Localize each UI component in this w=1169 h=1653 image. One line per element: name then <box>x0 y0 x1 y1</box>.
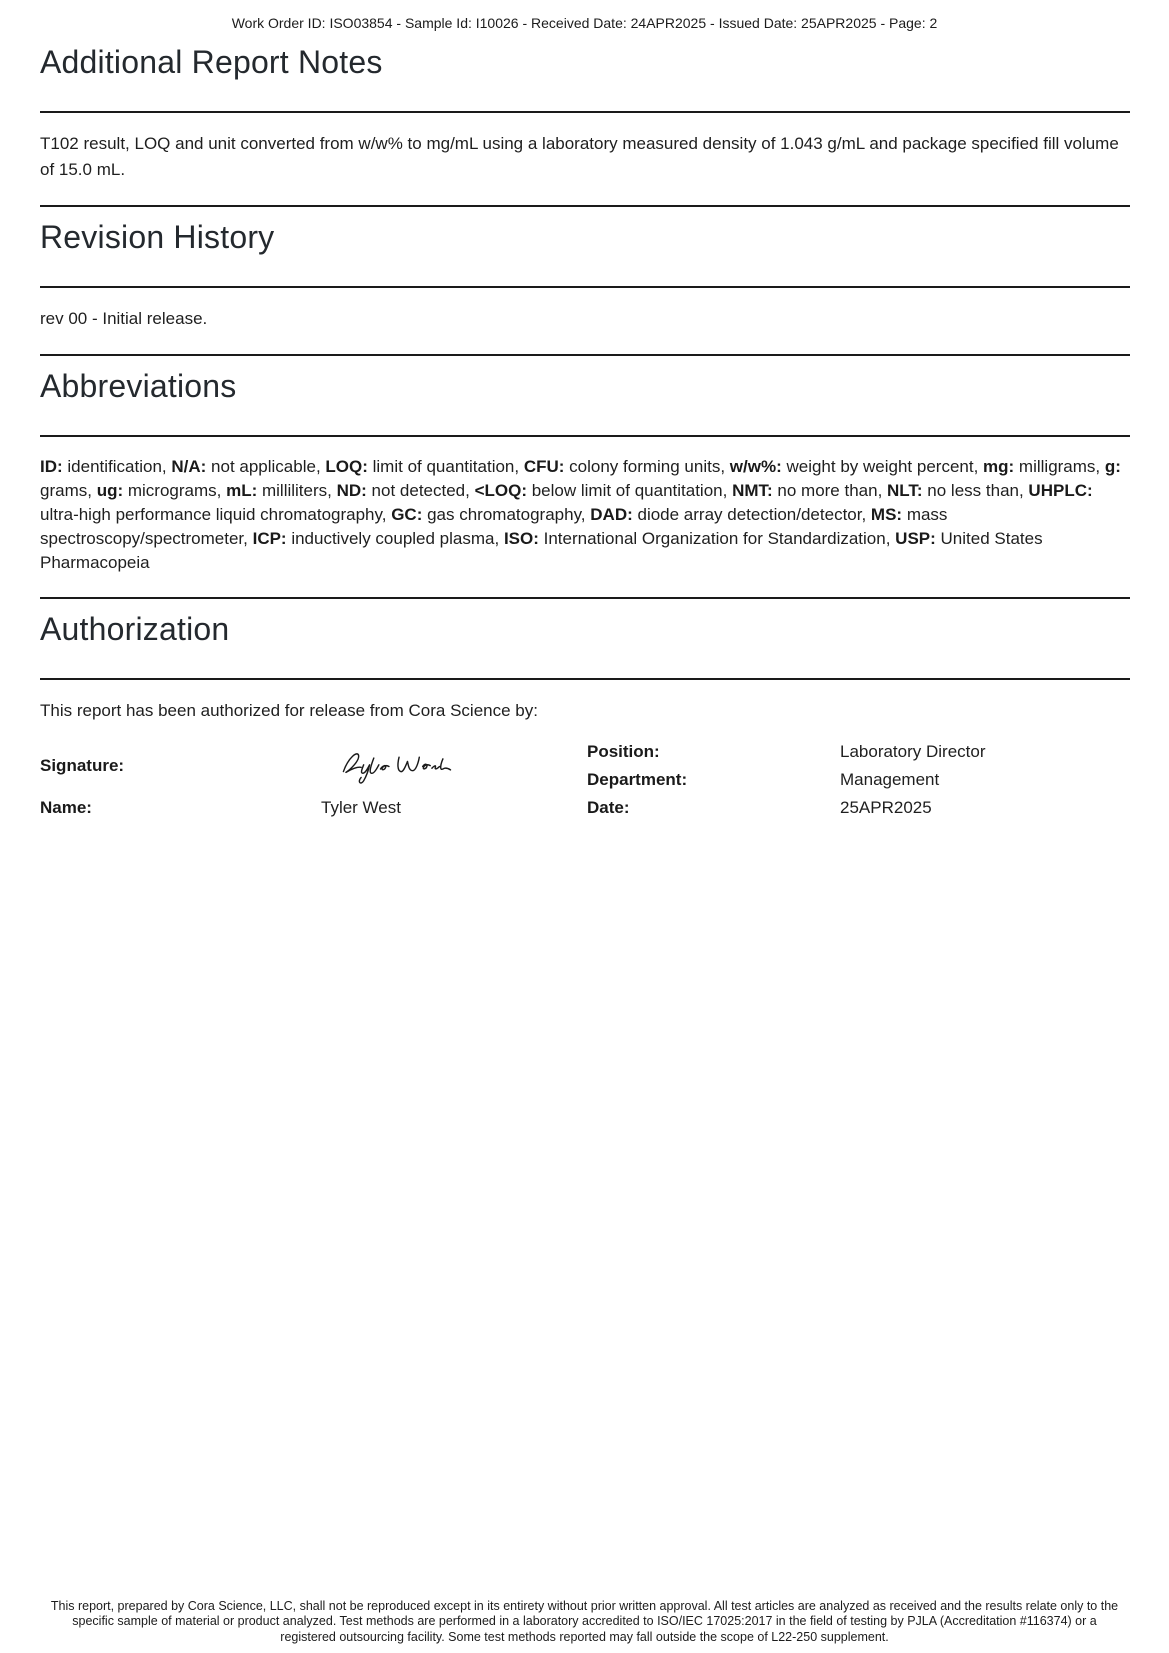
abbreviations-text: ID: identification, N/A: not applicable, LOQ: limit of quantitation, CFU: colony forming units, w/w%: weight by weight percent, mg: milligrams, g: grams, ug: micrograms, mL: milliliters, ND: not detected, <LOQ: below limit of quantitation, NMT: no more than, NLT: no less than, UHPLC: ultra-high performance liquid chromatography, GC: gas chromatography, DAD: diode array detection/detector, MS: mass spectroscopy/spectrometer, ICP: inductively coupled plasma, ISO: International Organization for Standardization, USP: United States Pharmacopeia <box>40 457 1121 572</box>
date-value: 25APR2025 <box>840 798 932 817</box>
authorization-block <box>40 738 1129 822</box>
position-value: Laboratory Director <box>840 742 986 761</box>
section-title-revision-history: Revision History <box>40 219 275 255</box>
signature-value <box>335 747 453 786</box>
name-label: Name: <box>40 798 92 817</box>
position-row <box>587 738 1129 766</box>
authorization-right-column <box>587 738 1129 822</box>
section-divider <box>40 435 1130 437</box>
section-divider <box>40 678 1130 680</box>
page-footer: This report, prepared by Cora Science, LLC, shall not be reproduced except in its entirety without prior written approval. All test articles are analyzed as received and the results relate only to the specific sample of material or product analyzed. Test methods are performed in a laboratory accredited to ISO/IEC 17025:2017 in the field of testing by PJLA (Accreditation #116374) or a registered outsourcing facility. Some test methods reported may fall outside the scope of L22-250 supplement. <box>50 1598 1119 1644</box>
department-value: Management <box>840 770 940 789</box>
authorization-left-column <box>40 738 587 822</box>
section-title-additional-report-notes: Additional Report Notes <box>40 44 383 80</box>
name-row <box>40 794 587 822</box>
section-divider <box>40 111 1130 113</box>
signature-image <box>335 747 453 786</box>
page-header: Work Order ID: ISO03854 - Sample Id: I10026 - Received Date: 24APR2025 - Issued Date: 25APR2025 - Page: 2 <box>231 15 938 31</box>
department-row <box>587 766 1129 794</box>
authorization-intro-text: This report has been authorized for release from Cora Science by: <box>40 701 538 720</box>
section-title-abbreviations: Abbreviations <box>40 368 237 404</box>
section-divider <box>40 286 1130 288</box>
additional-report-notes-text: T102 result, LOQ and unit converted from w/w% to mg/mL using a laboratory measured density of 1.043 g/mL and package specified fill volume of 15.0 mL. <box>40 134 1119 179</box>
revision-history-text: rev 00 - Initial release. <box>40 309 208 328</box>
date-row <box>587 794 1129 822</box>
department-label: Department: <box>587 770 688 789</box>
name-value: Tyler West <box>321 798 401 817</box>
section-divider <box>40 597 1130 599</box>
section-divider <box>40 205 1130 207</box>
position-label: Position: <box>587 742 660 761</box>
signature-label: Signature: <box>40 756 125 775</box>
section-title-authorization: Authorization <box>40 611 230 647</box>
date-label: Date: <box>587 798 630 817</box>
section-divider <box>40 354 1130 356</box>
signature-row <box>40 738 587 794</box>
